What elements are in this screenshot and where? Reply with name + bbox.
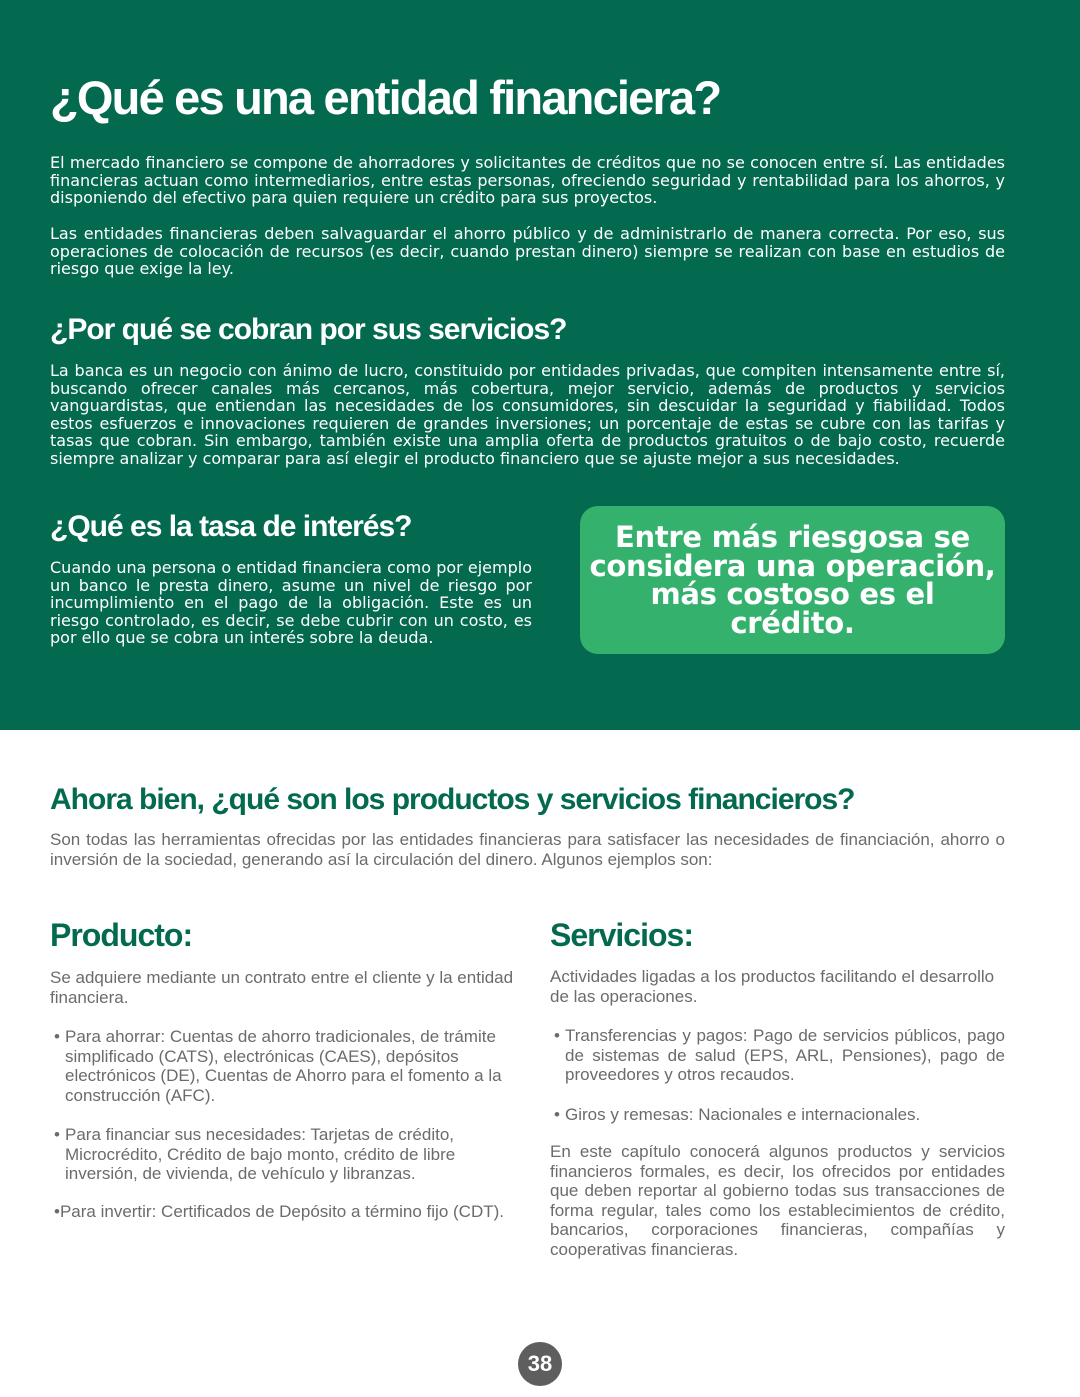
servicios-closing-paragraph: En este capítulo conocerá algunos productos y servicios financieros formales, es decir, los ofrecidos por entidades que deben reportar al gobierno todas sus transacciones de forma regular, tales como los establecimientos de crédito, bancarios, corporaciones financieras, compañías y cooperativas financieras. [550,1142,1005,1259]
producto-invest-item: •Para invertir: Certificados de Depósito a término fijo (CDT). [54,1202,504,1221]
products-services-heading: Ahora bien, ¿qué son los productos y servicios financieros? [50,783,855,816]
page-number-badge: 38 [518,1342,562,1386]
risk-callout-text: Entre más riesgosa se considera una operación, más costoso es el crédito. [589,520,996,640]
list-item: • Transferencias y pagos: Pago de servicios públicos, pago de sistemas de salud (EPS, ARL, Pensiones), pago de proveedores y otros recaudos. [554,1026,1005,1084]
producto-heading: Producto: [50,917,193,953]
servicios-heading: Servicios: [550,917,693,953]
risk-callout-box [580,506,1005,654]
list-item: • Para ahorrar: Cuentas de ahorro tradicionales, de trámite simplificado (CATS), electrónicas (CAES), depósitos electrónicos (DE), Cuentas de Ahorro para el fomento a la construcción (AFC). [54,1027,502,1105]
why-charge-paragraph: La banca es un negocio con ánimo de lucro, constituido por entidades privadas, que compiten intensamente entre sí, buscando ofrecer canales más cercanos, más cobertura, mejor servicio, además de productos y servicios vanguardistas, que entiendan las necesidades de los consumidores, sin descuidar la seguridad y fiabilidad. Todos estos esfuerzos e innovaciones requieren de grandes inversiones; un porcentaje de estas se cubre con las tarifas y tasas que cobran. Sin embargo, también existe una amplia oferta de productos gratuitos o de bajo costo, recuerde siempre analizar y comparar para así elegir el producto financiero que se ajuste mejor a sus necesidades. [50,361,1005,468]
producto-list [50,1027,520,1184]
list-item: • Giros y remesas: Nacionales e internacionales. [554,1104,921,1124]
producto-description: Se adquiere mediante un contrato entre el cliente y la entidad financiera. [50,968,514,1007]
interest-rate-heading: ¿Qué es la tasa de interés? [50,510,412,543]
products-services-intro: Son todas las herramientas ofrecidas por las entidades financieras para satisfacer las necesidades de financiación, ahorro o inversión de la sociedad, generando así la circulación del dinero. Algunos ejemplos son: [50,830,1005,869]
interest-rate-paragraph: Cuando una persona o entidad financiera como por ejemplo un banco le presta dinero, asume un nivel de riesgo por incumplimiento en el pago de la obligación. Este es un riesgo controlado, es decir, se debe cubrir con un costo, es por ello que se cobra un interés sobre la deuda. [50,558,532,647]
list-item: • Para financiar sus necesidades: Tarjetas de crédito, Microcrédito, Crédito de bajo monto, crédito de libre inversión, de vivienda, de vehículo y libranzas. [54,1125,456,1183]
financial-entity-paragraph-2: Las entidades financieras deben salvaguardar el ahorro público y de administrarlo de manera correcta. Por eso, sus operaciones de colocación de recursos (es decir, cuando prestan dinero) siempre se realizan con base en estudios de riesgo que exige la ley. [50,224,1005,278]
financial-entity-paragraph-1: El mercado financiero se compone de ahorradores y solicitantes de créditos que no se conocen entre sí. Las entidades financieras actuan como intermediarios, entre estas personas, ofreciendo seguridad y rentabilidad para los ahorros, y disponiendo del efectivo para quien requiere un crédito para sus proyectos. [50,153,1005,207]
servicios-list [550,1026,1005,1124]
servicios-description: Actividades ligadas a los productos facilitando el desarrollo de las operaciones. [550,967,995,1006]
why-charge-heading: ¿Por qué se cobran por sus servicios? [50,313,567,346]
page-title: ¿Qué es una entidad financiera? [50,71,721,124]
